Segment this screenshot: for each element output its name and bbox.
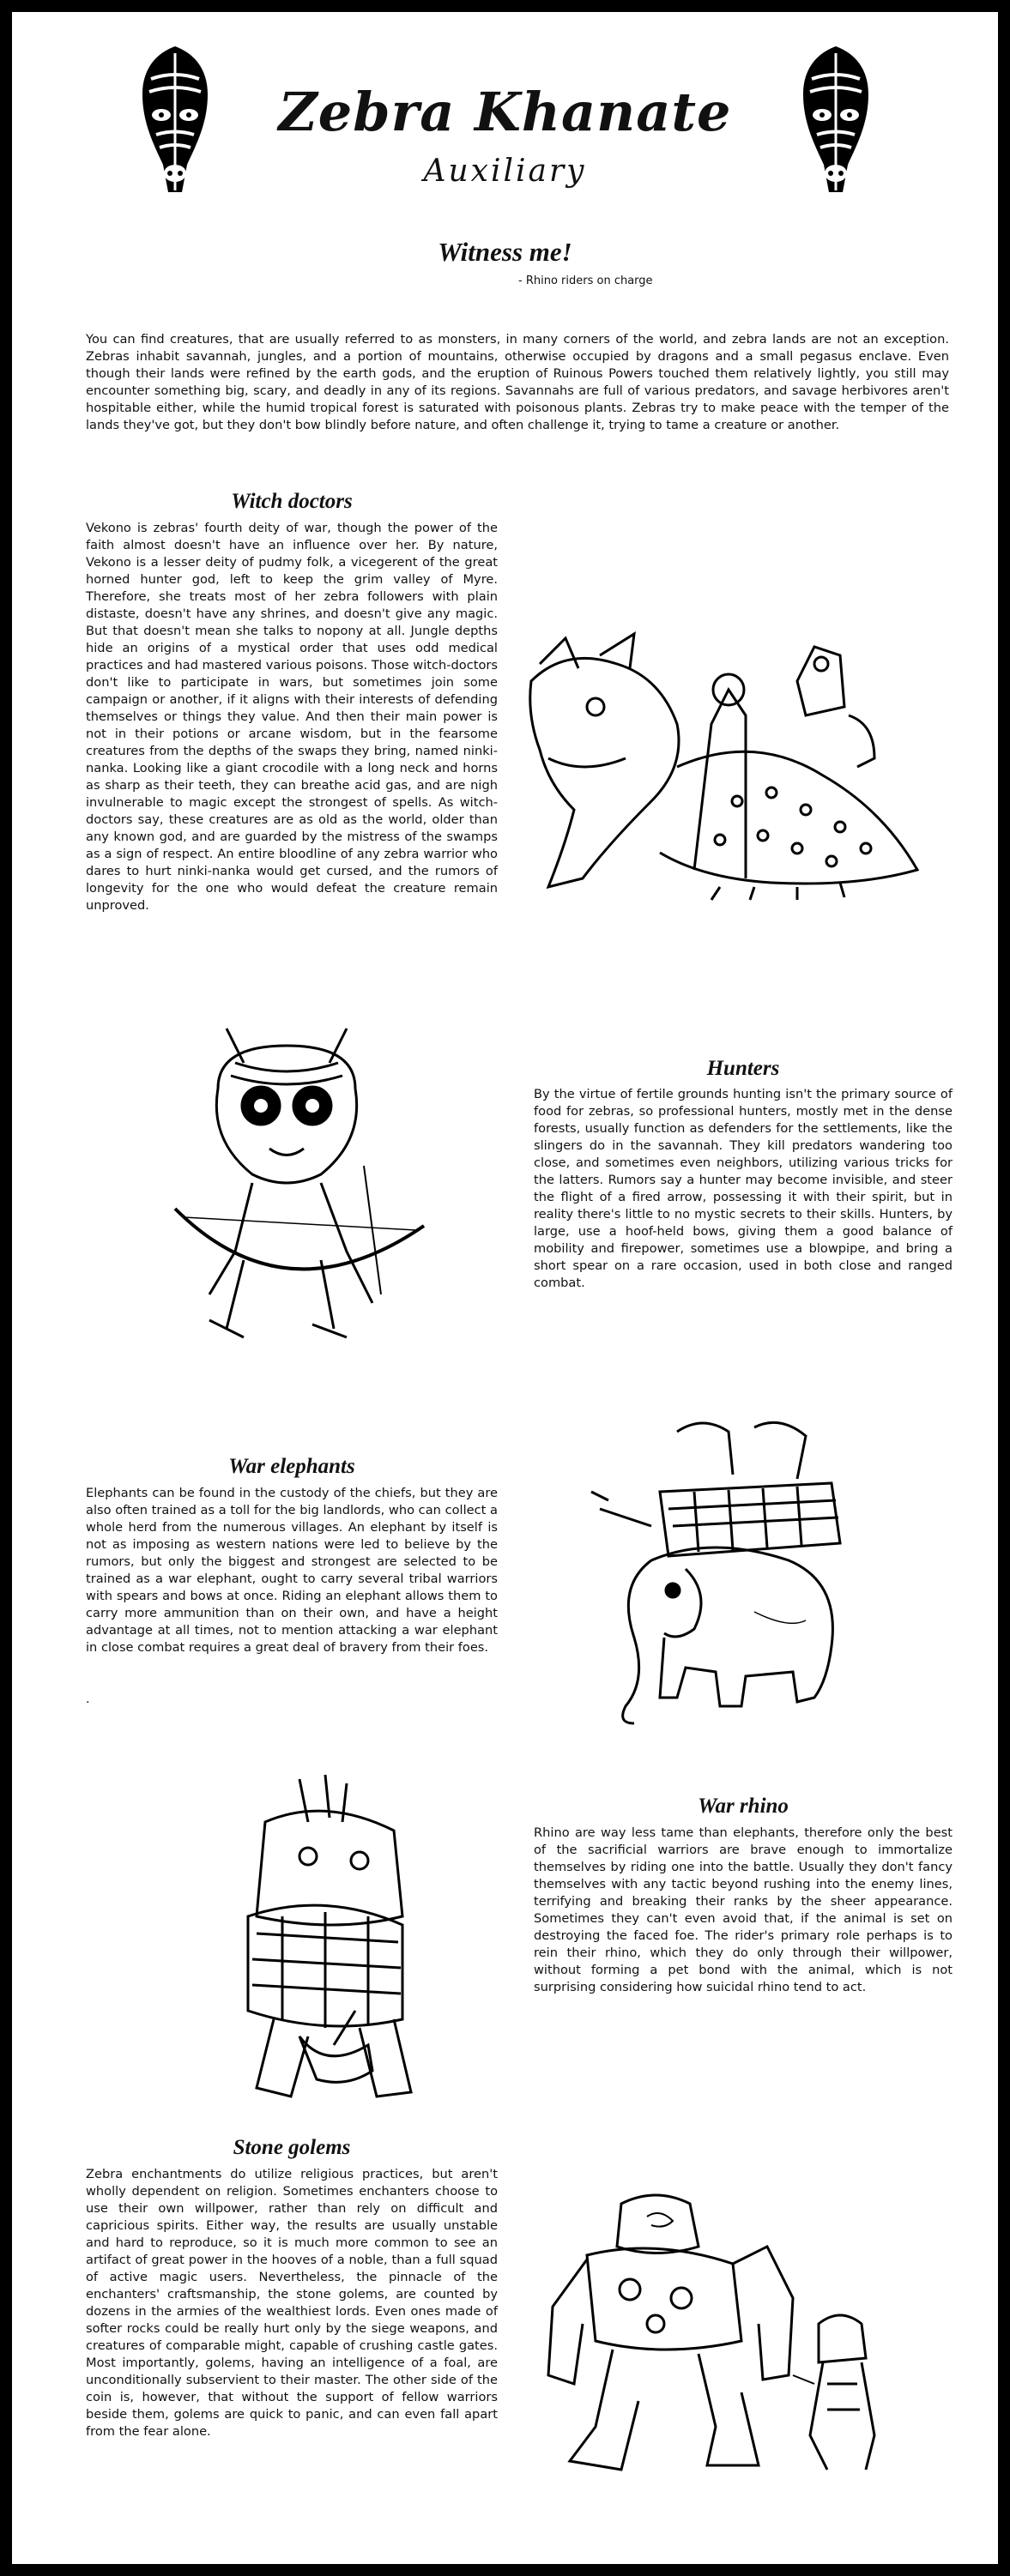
ninki-nanka-illustration [514,630,934,904]
war-elephant-illustration [583,1415,874,1758]
war-rhino-illustration [197,1762,454,2131]
page-title: Zebra Khanate [278,81,732,143]
motto-attribution: - Rhino riders on charge [518,274,653,287]
section-text-witch-doctors: Vekono is zebras' fourth deity of war, though the power of the faith almost doesn't have an influence over her. By nature, Vekono is a lesser deity of pudmy folk, a vicegerent of the great horned hunter god, left to keep the grim valley of Myre. Therefore, she treats most of her zebra followers with plain distaste, doesn't have any shrines, and doesn't give any magic. But that doesn't mean she talks to nopony at all. Jungle depths hide an origins of a mystical order that uses odd medical practices and had mastered various poisons. Those witch-doctors don't like to participate in wars, but sometimes join some campaign or another, if it aligns with their interests of defending themselves or things they value. And then their main power is not in their potions or arcane wisdom, but in the fearsome creatures from the depths of the swaps they bring, named ninki-nanka. Looking like a giant crocodile with a long neck and horns as sharp as their teeth, they can breathe acid gas, and are nigh invulnerable to magic except the strongest of spells. As witch-doctors say, these creatures are as old as the world, older than any known god, and are guarded by the mistress of the swamps as a sign of respect. An entire bloodline of any zebra warrior who dares to hurt ninki-nanka would get cursed, and the rumors of longevity for the one who would defeat the creature remain unproved. [86,521,498,913]
section-title-witch-doctors: Witch doctors [231,490,353,513]
section-title-hunters: Hunters [706,1057,780,1080]
section-text-war-elephants: Elephants can be found in the custody of the chiefs, but they are also often trained as a toll for the big landlords, who can collect a whole herd from the numerous villages. An elephant by itself is not as imposing as western nations were led to believe by the rumors, but only the biggest and strongest are selected to be trained as a war elephant, ought to carry several tribal warriors with spears and bows at once. Riding an elephant allows them to carry more ammunition than on their own, and have a height advantage at all times, not to mention attacking a war elephant in close combat requires a great deal of bravery from their foes. [86,1486,498,1655]
hunter-illustration [149,1011,458,1354]
section-title-stone-golems: Stone golems [233,2136,351,2159]
section-text-stone-golems: Zebra enchantments do utilize religious practices, but aren't wholly dependent on religion. Sometimes enchanters choose to use their own willpower, rather than rely on difficult and capricious spirits. Either way, the results are usually unstable and hard to reproduce, so it is much more common to see an artifact of great power in the hooves of a noble, than a full squad of active magic users. Nevertheless, the pinnacle of the enchanters' craftsmanship, the stone golems, are counted by dozens in the armies of the wealthiest lords. Even ones made of softer rocks could be really hurt only by the siege weapons, and creatures of comparable might, capable of crushing castle gates. Most importantly, golems, having an intelligence of a foal, are unconditionally subservient to their master. The other side of the coin is, however, that without the support of fellow warriors beside them, golems are quick to panic, and can even fall apart from the fear alone. [86,2167,498,2439]
section-text-war-rhino: Rhino are way less tame than elephants, therefore only the best of the sacrificial warriors are brave enough to immortalize themselves by riding one into the battle. Usually they don't fancy themselves with any tactic beyond rushing into the enemy lines, terrifying and breaking their ranks by the sheer appearance. Sometimes they can't even avoid that, if the animal is set on destroying the faced foe. The rider's primary role perhaps is to rein their rhino, which they do only through their willpower, without forming a pet bond with the animal, which is not surprising considering how suicidal rhino tend to act. [534,1825,953,1994]
page [12,12,998,2564]
motto: Witness me! [438,237,572,267]
section-trailing-mark: . [86,1692,90,1706]
intro-paragraph: You can find creatures, that are usually referred to as monsters, in many corners of the world, and zebra lands are not an exception. Zebras inhabit savannah, jungles, and a portion of mountains, otherwise occupied by dragons and a small pegasus enclave. Even though their lands were refined by the earth gods, and the eruption of Ruinous Powers touched them relatively lightly, you still may encounter something big, scary, and deadly in any of its regions. Savannahs are full of various predators, and savage herbivores aren't hospitable either, while the humid tropical forest is saturated with poisonous plants. Zebras try to make peace with the temper of the lands they've got, but they don't bow blindly before nature, and often challenge it, trying to tame a creature or another. [86,332,949,432]
section-text-hunters: By the virtue of fertile grounds hunting isn't the primary source of food for zebras, so professional hunters, mostly met in the dense forests, usually function as defenders for the settlements, like the slingers do in the savannah. They kill predators wandering too close, and sometimes even neighbors, utilizing various tricks for the latters. Rumors say a hunter may become invisible, and steer the flight of a fired arrow, possessing it with their spirit, but in reality there's little to no mystic secrets to their skills. Hunters, by large, use a hoof-held bows, giving them a good balance of mobility and firepower, sometimes use a blowpipe, and bring a short spear on a rare occasion, used in both close and ranged combat. [534,1087,953,1290]
section-title-war-elephants: War elephants [228,1455,355,1478]
page-subtitle: Auxiliary [423,154,587,189]
section-title-war-rhino: War rhino [698,1795,789,1818]
stone-golem-illustration [535,2178,913,2487]
